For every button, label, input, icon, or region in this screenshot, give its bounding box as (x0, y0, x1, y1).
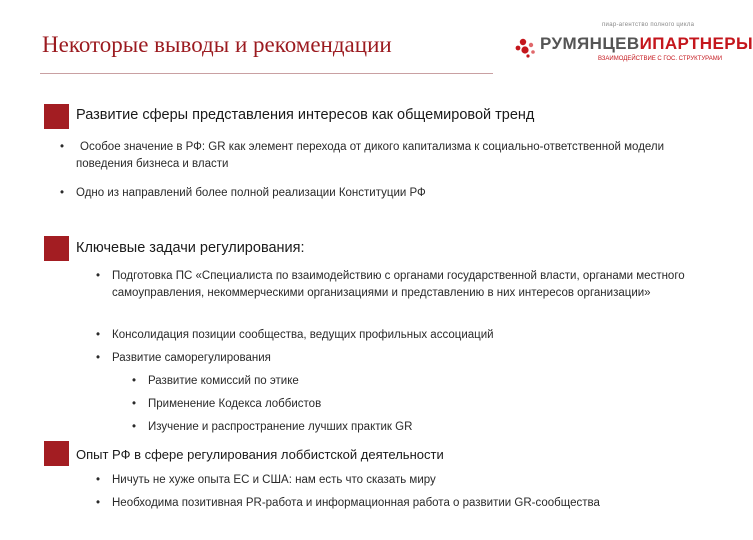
list-item-text: Подготовка ПС «Специалиста по взаимодействию с органами государственной власти, органами местного самоуправления, некоммерческими организациями и представлению в них интересов организации» (112, 270, 685, 299)
list-item-text: Особое значение в РФ: GR как элемент перехода от дикого капитализма к социально-ответственной модели поведения бизнеса и власти (76, 141, 665, 170)
bullet-icon: • (60, 141, 65, 153)
list-item (96, 327, 692, 344)
section-title (76, 240, 305, 256)
list-item (60, 185, 676, 202)
sub-list-item (132, 419, 668, 436)
bullet-icon: • (96, 497, 101, 509)
logo-name (540, 34, 753, 54)
list-item-text: Изучение и распространение лучших практик GR (148, 421, 413, 433)
list-item (96, 268, 692, 302)
list-item-text: Необходима позитивная PR-работа и информационная работа о развитии GR-сообщества (112, 497, 600, 509)
list-item (96, 350, 692, 367)
logo-name-part2: ИПАРТНЕРЫ (639, 34, 753, 53)
section-marker (44, 236, 69, 261)
bullet-icon: • (96, 329, 101, 341)
sub-list-item (132, 396, 668, 413)
title-underline (40, 73, 493, 74)
bullet-icon: • (60, 187, 65, 199)
section-title-suffix: : (300, 240, 305, 256)
list-item-text: Развитие саморегулирования (112, 352, 271, 364)
company-logo (512, 22, 753, 70)
logo-dots-icon (514, 34, 540, 60)
bullet-icon: • (132, 398, 137, 410)
bullet-icon: • (132, 375, 137, 387)
slide-header (0, 0, 753, 80)
section-title-text: Ключевые задачи регулирования (76, 240, 301, 256)
sub-list-item (132, 373, 668, 390)
slide-title: Некоторые выводы и рекомендации (42, 32, 392, 57)
bullet-icon: • (96, 352, 101, 364)
section-title: Опыт РФ в сфере регулирования лоббистской деятельности (76, 447, 444, 462)
list-item (60, 139, 676, 173)
section-marker (44, 441, 69, 466)
logo-name-part1: РУМЯНЦЕВ (540, 34, 640, 53)
bullet-icon: • (132, 421, 137, 433)
list-item-text: Применение Кодекса лоббистов (148, 398, 322, 410)
section-marker (44, 104, 69, 129)
list-item-text: Консолидация позиции сообщества, ведущих профильных ассоциаций (112, 329, 494, 341)
logo-subline: ВЗАИМОДЕЙСТВИЕ С ГОС. СТРУКТУРАМИ (598, 56, 723, 62)
list-item-text: Развитие комиссий по этике (148, 375, 299, 387)
list-item-text: Одно из направлений более полной реализации Конституции РФ (76, 187, 426, 199)
logo-tagline: пиар-агентство полного цикла (602, 22, 695, 28)
section-title: Развитие сферы представления интересов как общемировой тренд (76, 107, 535, 123)
bullet-icon: • (96, 270, 101, 282)
list-item (96, 472, 692, 489)
bullet-icon: • (96, 474, 101, 486)
list-item-text: Ничуть не хуже опыта ЕС и США: нам есть что сказать миру (112, 474, 436, 486)
list-item (96, 495, 692, 512)
